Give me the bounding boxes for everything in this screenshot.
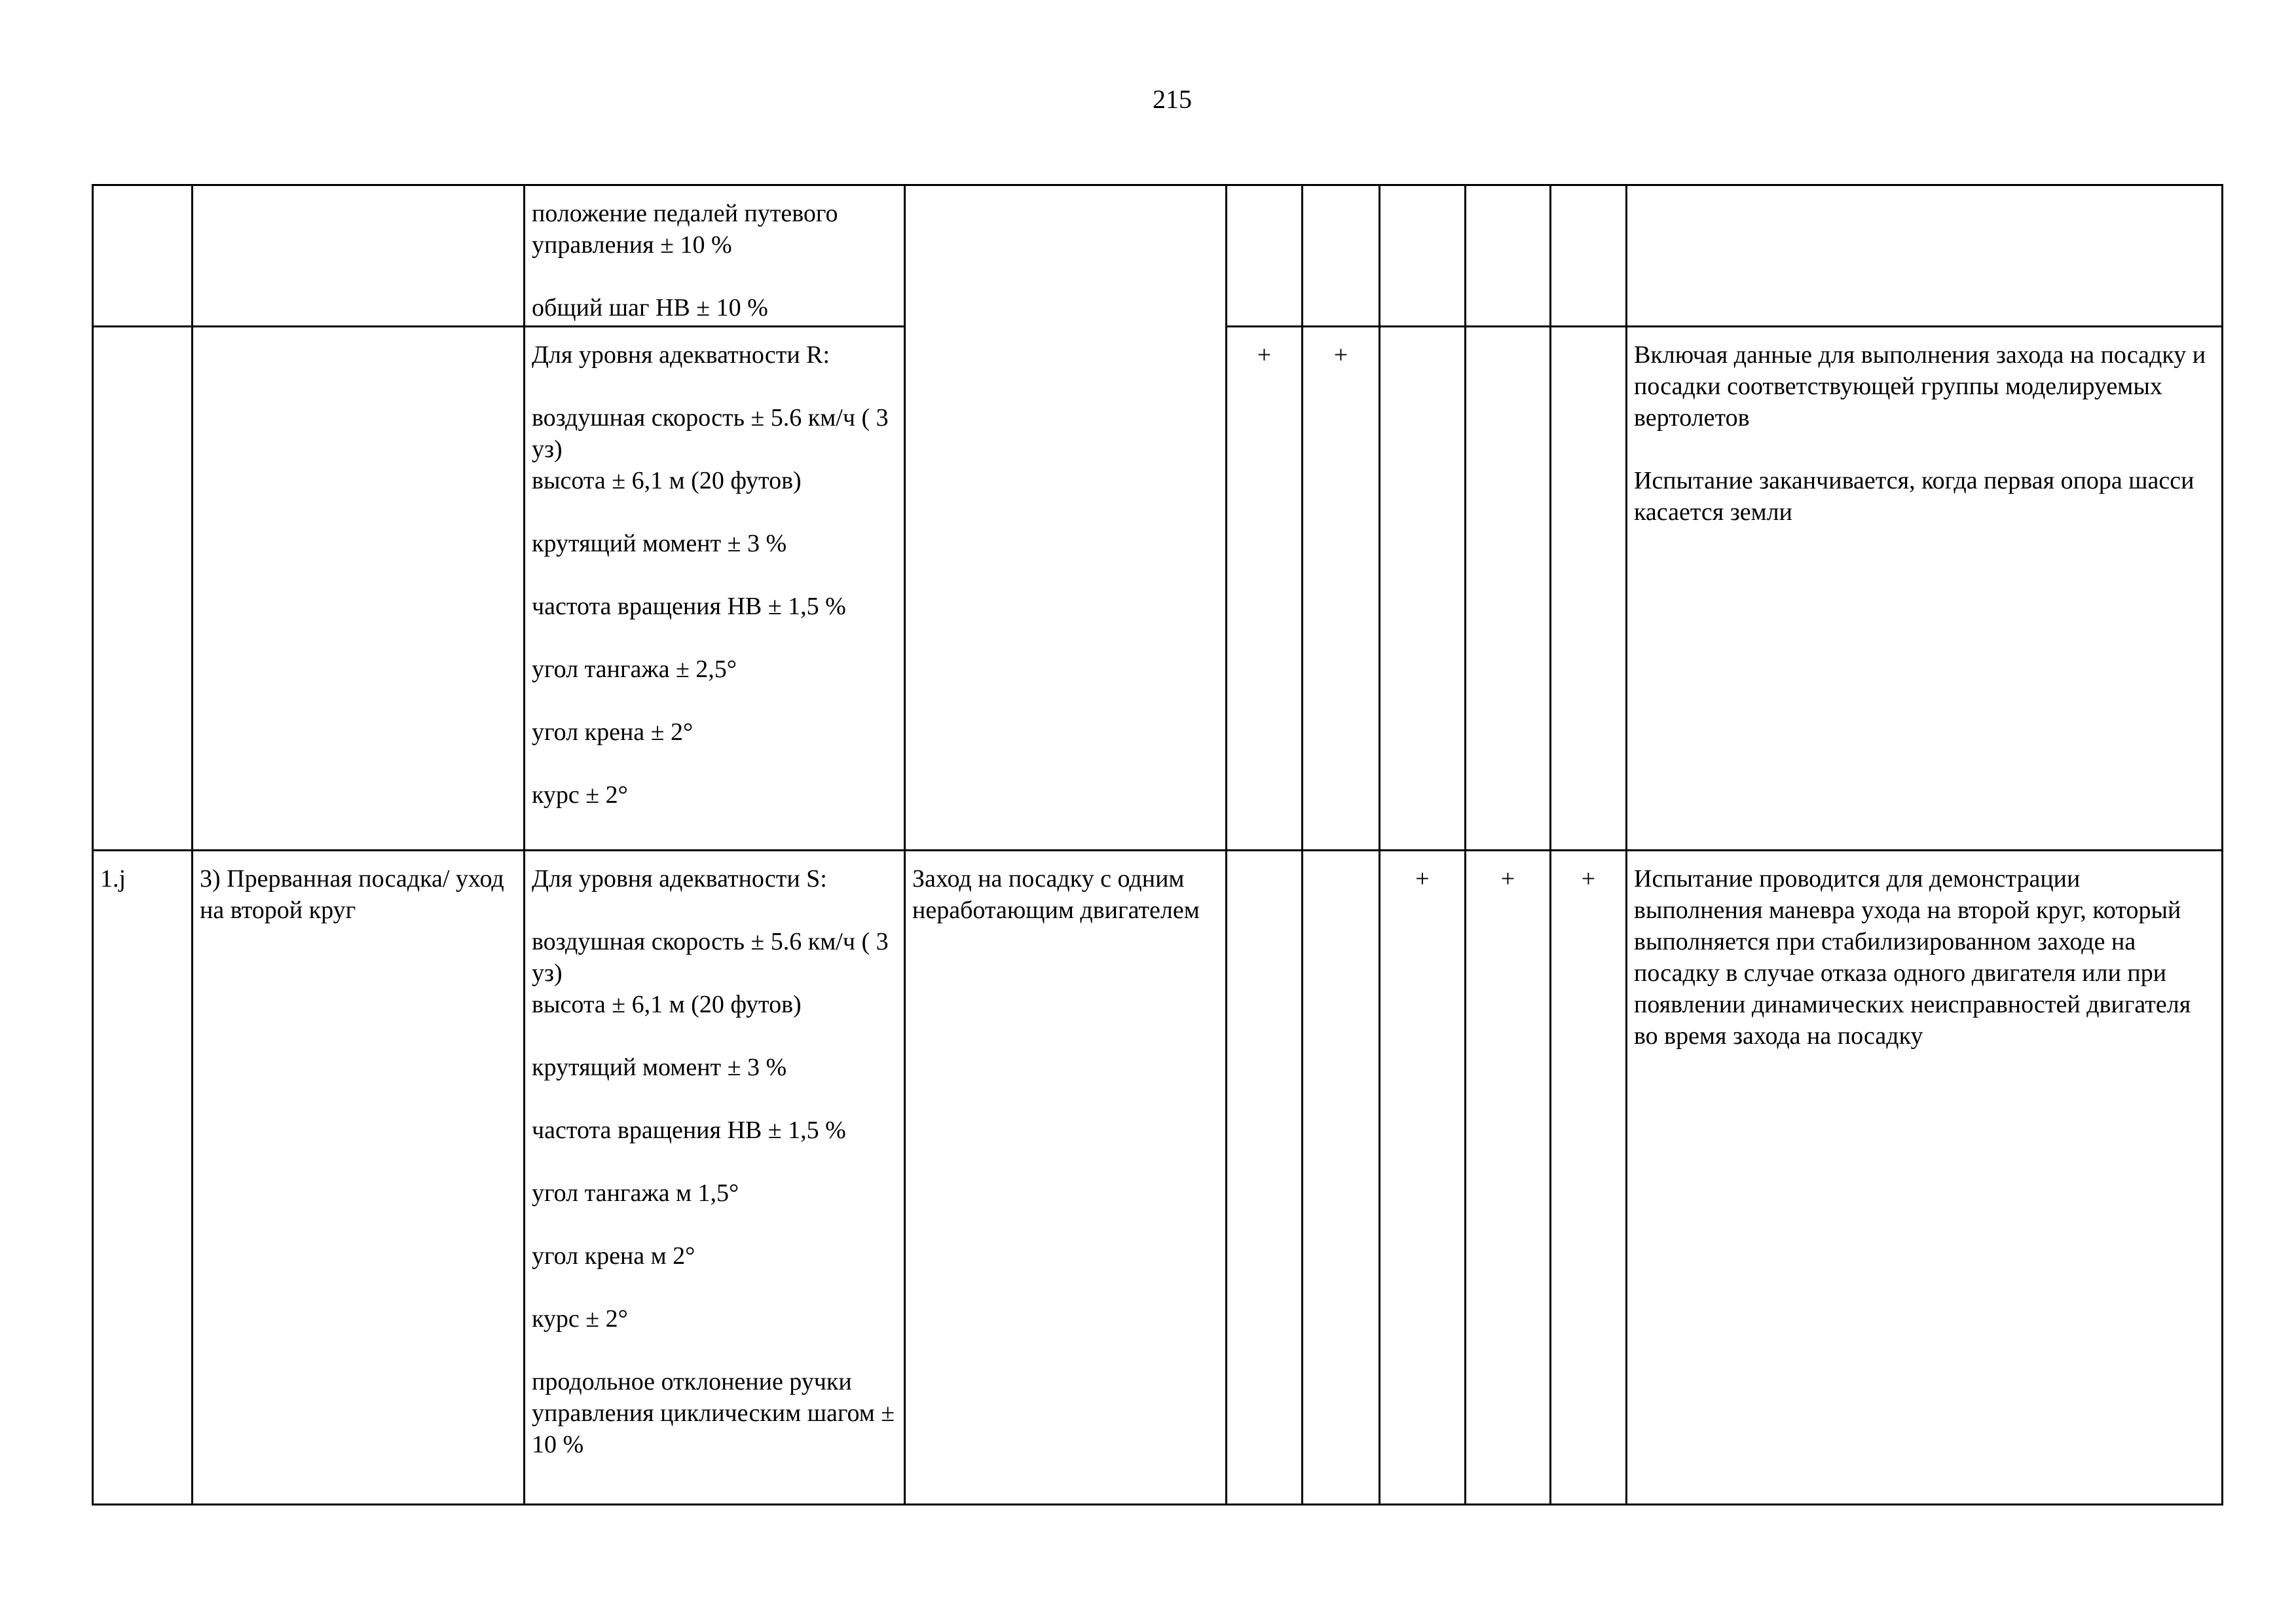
cell-remarks <box>1627 185 2223 327</box>
page-number: 215 <box>1153 84 1192 114</box>
requirements-table <box>92 184 2223 1505</box>
cell-mark <box>1227 851 1303 1505</box>
criteria-heading: Для уровня адекватности S: <box>532 865 827 893</box>
cell-number: 1.j <box>93 851 193 1505</box>
cell-test-name: 3) Прерванная посадка/ уход на второй круг <box>193 851 525 1505</box>
cell-mark <box>1303 185 1380 327</box>
cell-criteria <box>525 185 905 327</box>
cell-mark: + <box>1551 851 1627 1505</box>
criteria-line: воздушная скорость ± 5.6 км/ч ( 3 уз) <box>532 928 895 987</box>
cell-mark: + <box>1466 851 1551 1505</box>
cell-mark <box>1227 185 1303 327</box>
cell-remarks <box>1627 327 2223 851</box>
criteria-line: угол крена ± 2° <box>532 718 694 746</box>
criteria-line: воздушная скорость ± 5.6 км/ч ( 3 уз) <box>532 404 895 463</box>
criteria-line: угол крена м 2° <box>532 1242 695 1270</box>
criteria-line: угол тангажа ± 2,5° <box>532 655 737 683</box>
cell-mark <box>1380 185 1466 327</box>
criteria-line: крутящий момент ± 3 % <box>532 1054 787 1081</box>
criteria-line: положение педалей путевого управления ± 10 % <box>532 200 845 259</box>
cell-number <box>93 185 193 327</box>
cell-mark: + <box>1303 327 1380 851</box>
cell-criteria <box>525 327 905 851</box>
cell-mark <box>1551 185 1627 327</box>
criteria-line: угол тангажа м 1,5° <box>532 1179 739 1207</box>
criteria-line: курс ± 2° <box>532 1305 628 1333</box>
cell-mark <box>1303 851 1380 1505</box>
criteria-line: частота вращения НВ ± 1,5 % <box>532 593 846 620</box>
criteria-line: общий шаг НВ ± 10 % <box>532 294 768 322</box>
cell-conditions: Заход на посадку с одним неработающим двигателем <box>905 851 1227 1505</box>
cell-mark <box>1466 327 1551 851</box>
cell-test-name <box>193 327 525 851</box>
criteria-heading: Для уровня адекватности R: <box>532 341 830 369</box>
cell-number <box>93 327 193 851</box>
remark-paragraph: Испытание заканчивается, когда первая опора шасси касается земли <box>1634 467 2200 526</box>
cell-mark <box>1551 327 1627 851</box>
criteria-line: высота ± 6,1 м (20 футов) <box>532 467 802 494</box>
table-row-1j <box>93 851 2223 1505</box>
cell-test-name <box>193 185 525 327</box>
cell-mark: + <box>1380 851 1466 1505</box>
criteria-line: частота вращения НВ ± 1,5 % <box>532 1116 846 1144</box>
cell-conditions <box>905 185 1227 851</box>
criteria-line: продольное отклонение ручки управления циклическим шагом ± 10 % <box>532 1368 901 1458</box>
remark-paragraph: Включая данные для выполнения захода на посадку и посадки соответствующей группы моделируемых вертолетов <box>1634 341 2212 432</box>
cell-criteria <box>525 851 905 1505</box>
cell-mark <box>1466 185 1551 327</box>
cell-mark <box>1380 327 1466 851</box>
table-row-continued <box>93 185 2223 327</box>
criteria-line: крутящий момент ± 3 % <box>532 530 787 557</box>
cell-mark: + <box>1227 327 1303 851</box>
criteria-line: курс ± 2° <box>532 781 628 809</box>
criteria-line: высота ± 6,1 м (20 футов) <box>532 991 802 1018</box>
cell-remarks: Испытание проводится для демонстрации выполнения маневра ухода на второй круг, который выполняется при стабилизированном заходе на посадку в случае отказа одного двигателя или при появлении динамических неисправностей двигателя во время захода на посадку <box>1627 851 2223 1505</box>
